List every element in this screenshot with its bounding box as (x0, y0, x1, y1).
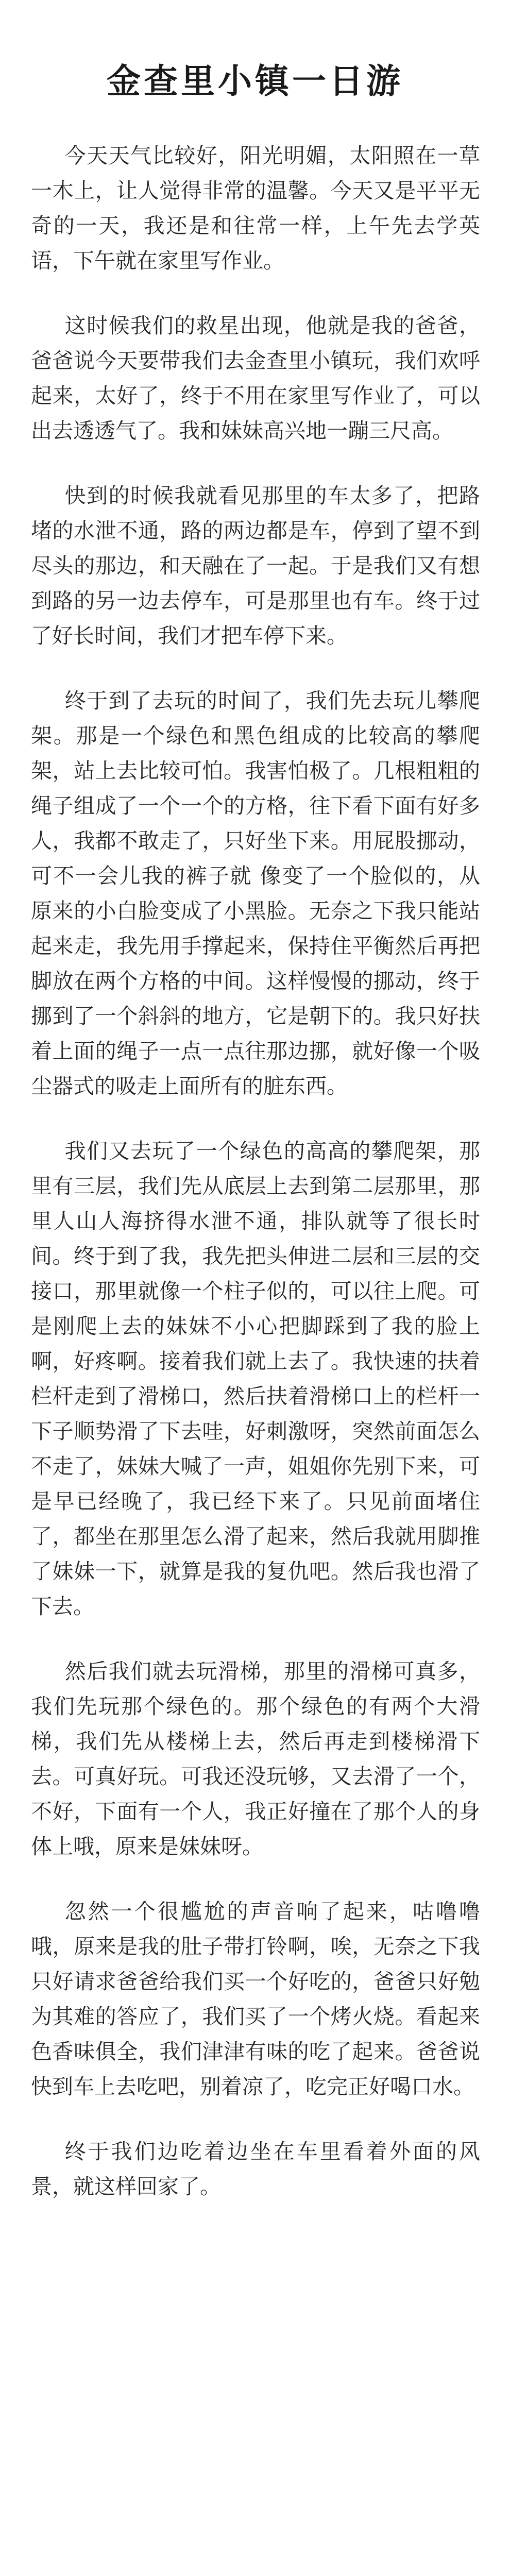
paragraph-2: 这时候我们的救星出现，他就是我的爸爸，爸爸说今天要带我们去金查里小镇玩，我们欢呼起来，太好了，终于不用在家里写作业了，可以出去透透气了。我和妹妹高兴地一蹦三尺高。 (31, 313, 480, 443)
page-title: 金查里小镇一日游 (107, 61, 403, 101)
paragraph-7: 忽然一个很尴尬的声音响了起来，咕噜噜哦，原来是我的肚子带打铃啊，唉，无奈之下我只好请求爸爸给我们买一个好吃的，爸爸只好勉为其难的答应了，我们买了一个烤火烧。看起来色香味俱全，我们津津有味的吃了起来。爸爸说快到车上去吃吧，别着凉了，吃完正好喝口水。 (31, 1899, 480, 2099)
paragraph-8: 终于我们边吃着边坐在车里看着外面的风景，就这样回家了。 (31, 2139, 480, 2199)
article-body (31, 138, 480, 2234)
paragraph-1: 今天天气比较好，阳光明媚，太阳照在一草一木上，让人觉得非常的温馨。今天又是平平无奇的一天，我还是和往常一样，上午先去学英语，下午就在家里写作业。 (31, 143, 480, 273)
paragraph-5: 我们又去玩了一个绿色的高高的攀爬架，那里有三层，我们先从底层上去到第二层那里，那里人山人海挤得水泄不通，排队就等了很长时间。终于到了我，我先把头伸进二层和三层的交接口，那里就像一个柱子似的，可以往上爬。可是刚爬上去的妹妹不小心把脚踩到了我的脸上啊，好疼啊。接着我们就上去了。我快速的扶着栏杆走到了滑梯口，然后扶着滑梯口上的栏杆一下子顺势滑了下去哇，好刺激呀，突然前面怎么不走了，妹妹大喊了一声，姐姐你先别下来，可是早已经晚了，我已经下来了。只见前面堵住了，都坐在那里怎么滑了起来，然后我就用脚推了妹妹一下，就算是我的复仇吧。然后我也滑了下去。 (31, 1139, 480, 1619)
paragraph-6: 然后我们就去玩滑梯，那里的滑梯可真多，我们先玩那个绿色的。那个绿色的有两个大滑梯，我们先从楼梯上去，然后再走到楼梯滑下去。可真好玩。可我还没玩够，又去滑了一个，不好，下面有一个人，我正好撞在了那个人的身体上哦，原来是妹妹呀。 (31, 1659, 480, 1859)
paragraph-3: 快到的时候我就看见那里的车太多了，把路堵的水泄不通，路的两边都是车，停到了望不到尽头的那边，和天融在了一起。于是我们又有想到路的另一边去停车，可是那里也有车。终于过了好长时间，我们才把车停下来。 (31, 483, 480, 648)
paragraph-4: 终于到了去玩的时间了，我们先去玩儿攀爬架。那是一个绿色和黑色组成的比较高的攀爬架，站上去比较可怕。我害怕极了。几根粗粗的绳子组成了一个一个的方格，往下看下面有好多人，我都不敢走了，只好坐下来。用屁股挪动，可不一会儿我的裤子就 像变了一个脸似的，从原来的小白脸变成了小黑脸。无奈之下我只能站起来走，我先用手撑起来，保持住平衡然后再把脚放在两个方格的中间。这样慢慢的挪动，终于挪到了一个斜斜的地方，它是朝下的。我只好扶着上面的绳子一点一点往那边挪，就好像一个吸尘器式的吸走上面所有的脏东西。 (31, 688, 480, 1098)
